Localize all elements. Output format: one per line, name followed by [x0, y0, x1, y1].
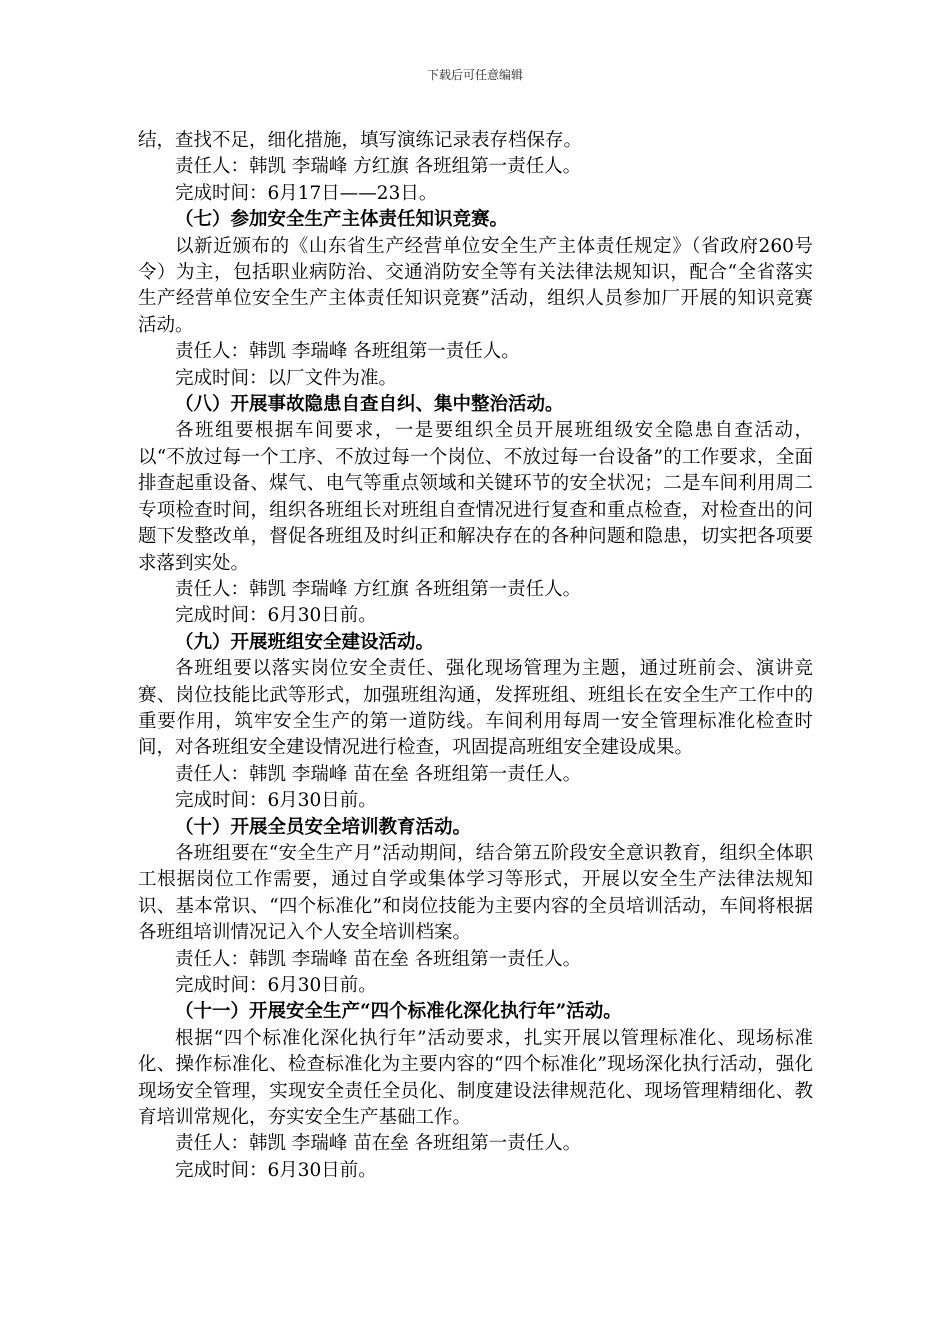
completion-time: 完成时间：6月30日前。 — [175, 1159, 377, 1181]
completion-time: 完成时间：6月30日前。 — [175, 790, 377, 812]
responsible-persons: 责任人：韩凯 李瑞峰 苗在垒 各班组第一责任人。 — [175, 1133, 582, 1155]
page-header: 下载后可任意编辑 — [426, 68, 523, 82]
responsible-persons: 责任人：韩凯 李瑞峰 苗在垒 各班组第一责任人。 — [175, 948, 582, 970]
section-body-9: 各班组要以落实岗位安全责任、强化现场管理为主题，通过班前会、演讲竞赛、岗位技能比武等形式，加强班组沟通，发挥班组、班组长在安全生产工作中的重要作用，筑牢安全生产的第一道防线。车间利用每周一安全管理标准化检查时间，对各班组安全建设情况进行检查，巩固提高班组安全建设成果。 — [138, 658, 813, 759]
section-body-10: 各班组要在“安全生产月”活动期间，结合第五阶段安全意识教育，组织全体职工根据岗位工作需要，通过自学或集体学习等形式，开展以安全生产法律法规知识、基本常识、“四个标准化”和岗位技能为主要内容的全员培训活动，车间将根据各班组培训情况记入个人安全培训档案。 — [138, 842, 813, 944]
completion-time: 完成时间：6月30日前。 — [175, 975, 377, 996]
responsible-persons: 责任人：韩凯 李瑞峰 方红旗 各班组第一责任人。 — [175, 156, 582, 178]
section-heading-8: （八）开展事故隐患自查自纠、集中整治活动。 — [175, 394, 564, 416]
responsible-persons: 责任人：韩凯 李瑞峰 方红旗 各班组第一责任人。 — [175, 578, 582, 600]
section-body-8: 各班组要根据车间要求，一是要组织全员开展班组级安全隐患自查活动，以“不放过每一个工序、不放过每一个岗位、不放过每一台设备”的工作要求，全面排查起重设备、煤气、电气等重点领域和关键环节的安全状况；二是车间利用周二专项检查时间，组织各班组长对班组自查情况进行复查和重点检查，对检查出的问题下发整改单，督促各班组及时纠正和解决存在的各种问题和隐患，切实把各项要求落到实处。 — [138, 420, 813, 574]
completion-time: 完成时间：6月30日前。 — [175, 605, 377, 627]
section-body-11: 根据“四个标准化深化执行年”活动要求，扎实开展以管理标准化、现场标准化、操作标准化、检查标准化为主要内容的“四个标准化”现场深化执行活动，强化现场安全管理，实现安全责任全员化、制度建设法律规范化、现场管理精细化、教育培训常规化，夯实安全生产基础工作。 — [138, 1027, 813, 1129]
section-body-7: 以新近颁布的《山东省生产经营单位安全生产主体责任规定》（省政府260号令）为主，包括职业病防治、交通消防安全等有关法律法规知识，配合“全省落实生产经营单位安全生产主体责任知识竞赛”活动，组织人员参加厂开展的知识竞赛活动。 — [138, 235, 813, 336]
section-heading-9: （九）开展班组安全建设活动。 — [175, 631, 435, 653]
section-heading-10: （十）开展全员安全培训教育活动。 — [175, 816, 472, 838]
section-heading-7: （七）参加安全生产主体责任知识竞赛。 — [175, 209, 509, 231]
completion-time: 完成时间：6月17日——23日。 — [175, 182, 438, 204]
completion-time: 完成时间：以厂文件为准。 — [175, 367, 398, 389]
responsible-persons: 责任人：韩凯 李瑞峰 各班组第一责任人。 — [175, 341, 520, 363]
responsible-persons: 责任人：韩凯 李瑞峰 苗在垒 各班组第一责任人。 — [175, 763, 582, 785]
section-heading-11: （十一）开展安全生产“四个标准化深化执行年”活动。 — [175, 1001, 622, 1023]
document-body — [138, 128, 813, 1184]
paragraph-continuation: 结，查找不足，细化措施，填写演练记录表存档保存。 — [138, 130, 583, 151]
